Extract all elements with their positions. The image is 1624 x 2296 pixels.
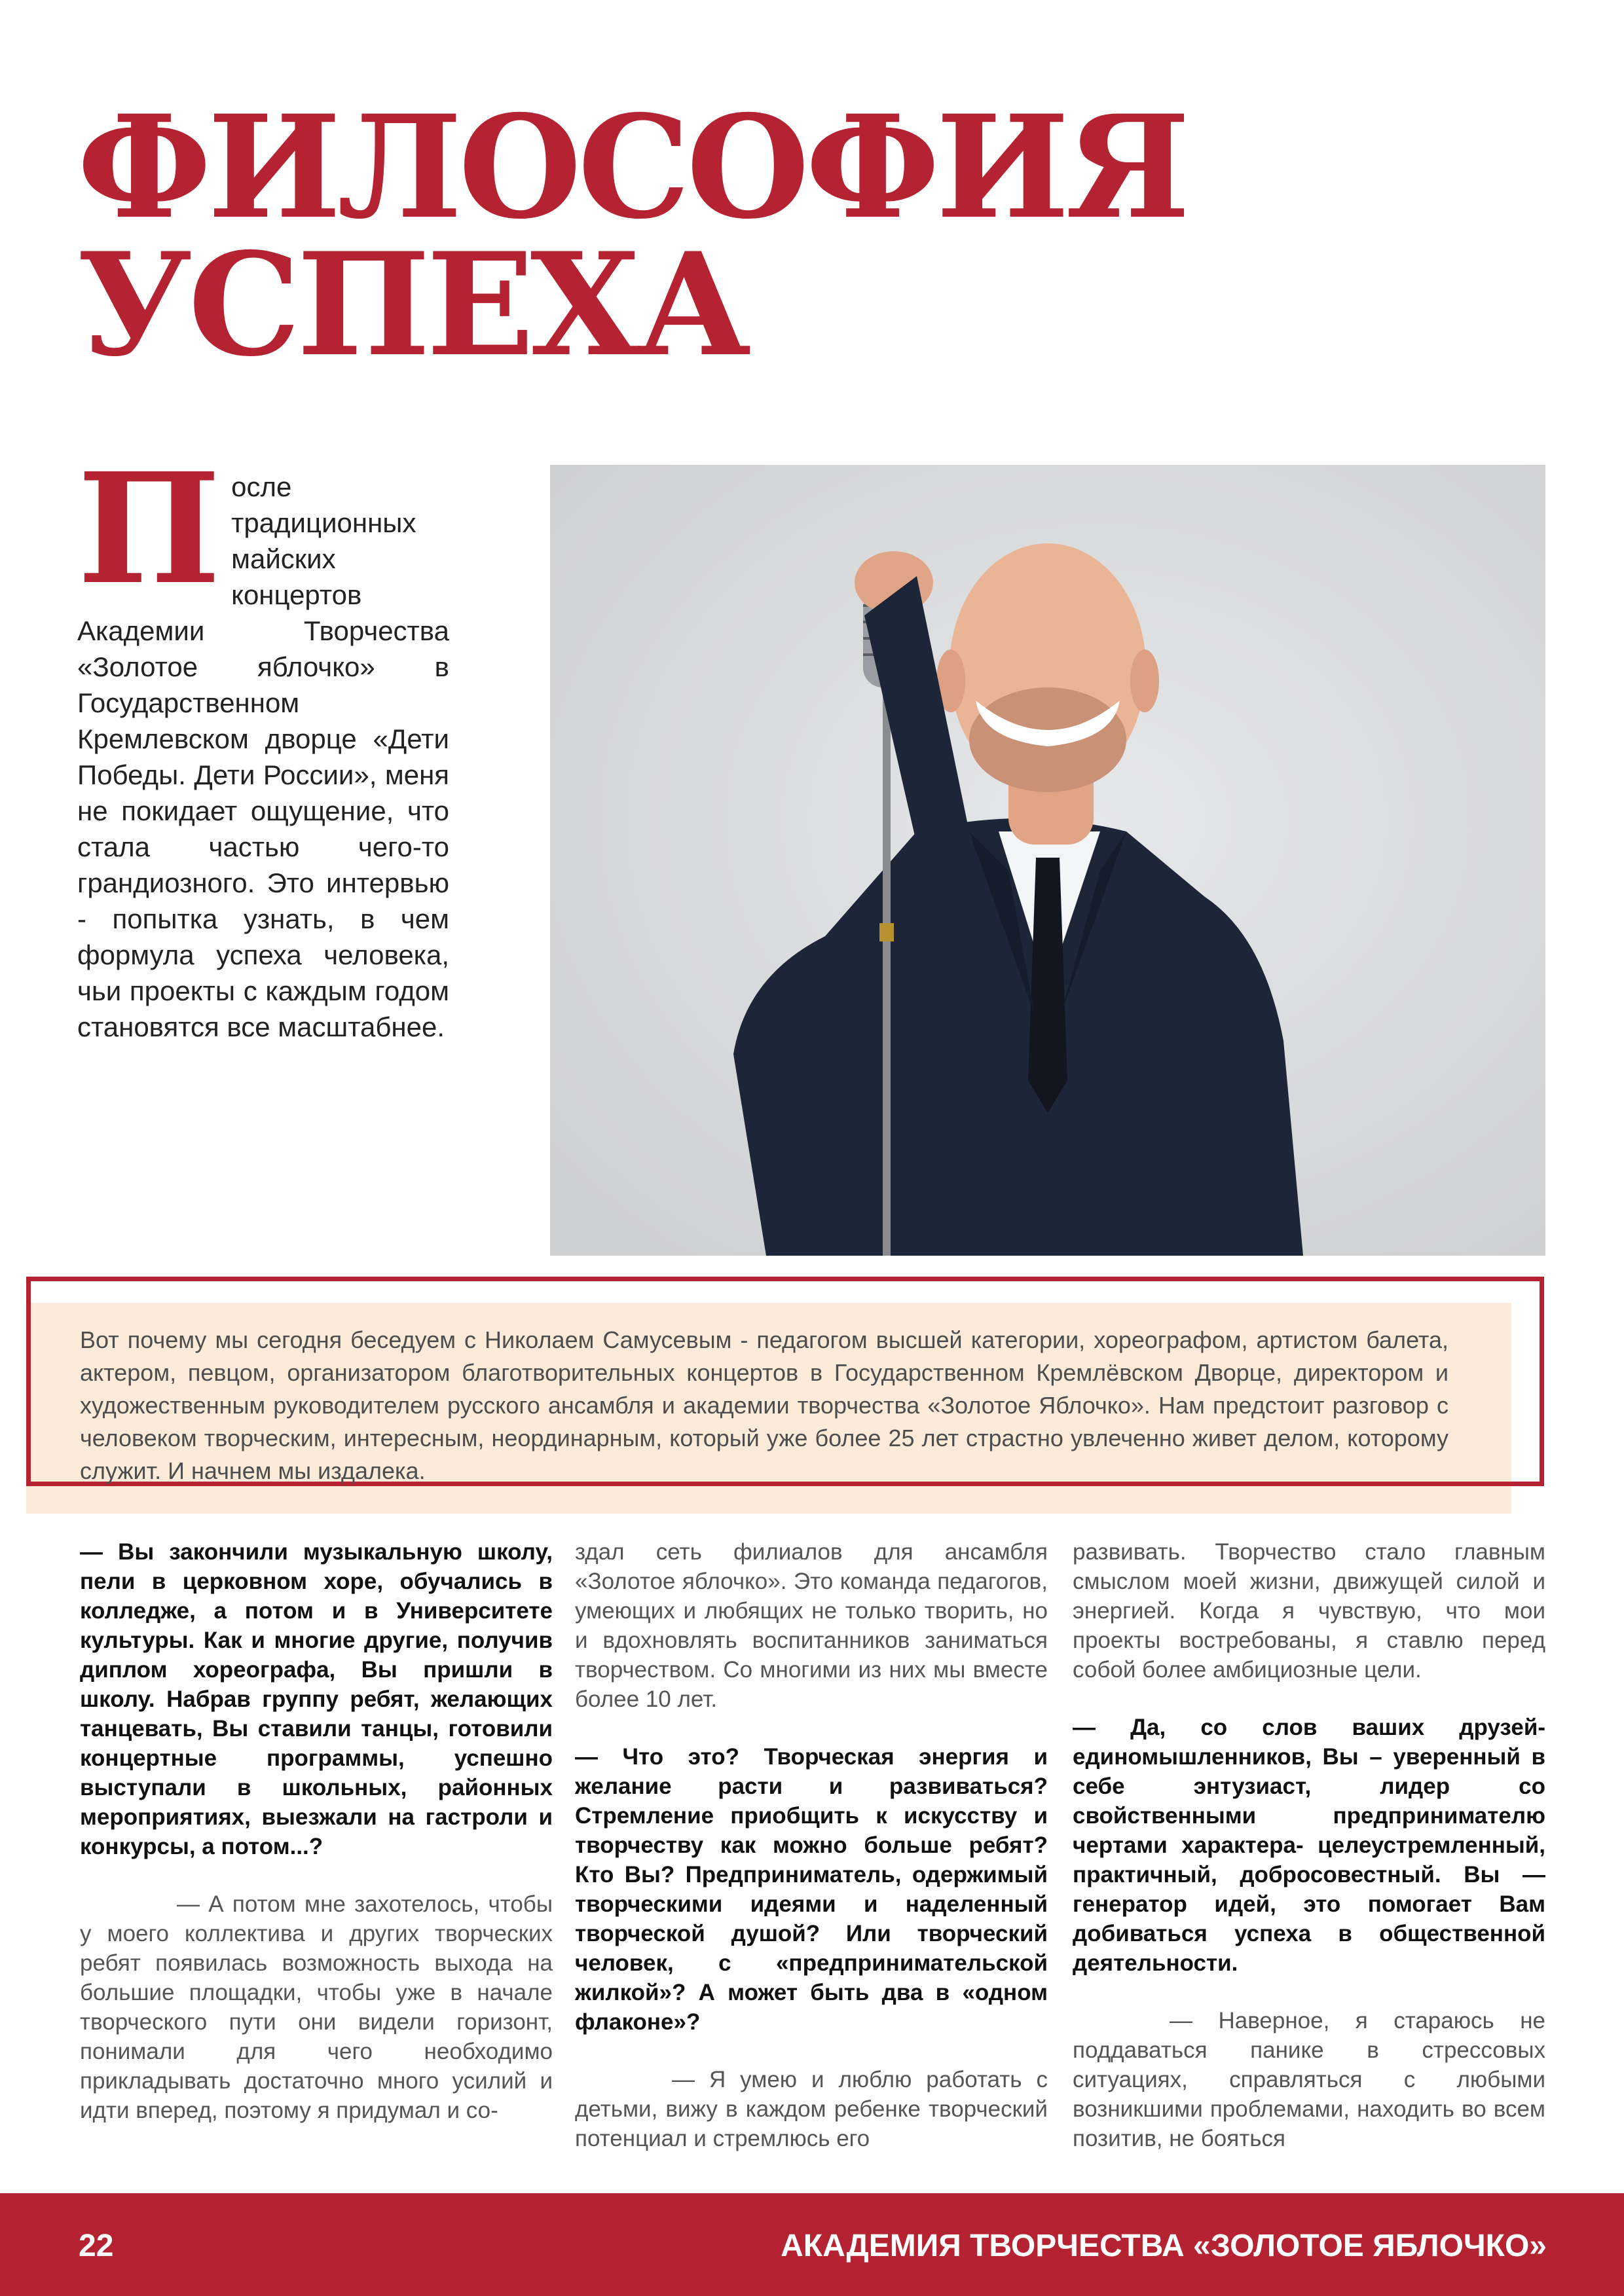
title-line-1: ФИЛОСОФИЯ bbox=[77, 84, 1187, 250]
text-column-3 bbox=[1073, 1537, 1545, 2181]
question-3: — Да, со слов ваших друзей-единомышленников, Вы – уверенный в себе энтузиаст, лидер со свойственными предпринимателю чертами характера- целеустремленный, практичный, добросовестный. Вы — генератор идей, это помогает Вам добиваться успеха в общественной деятельности. bbox=[1073, 1715, 1545, 1976]
intro-text: осле традиционных майских концертов Академии Творчества «Золотое яблочко» в Государственном Кремлевском дворце «Дети Победы. Дети России», меня не покидает ощущение, что стала частью чего-то грандиозного. Это интервью - попытка узнать, в чем формула успеха человека, чьи проекты с каждым годом становятся все масштабнее. bbox=[77, 471, 449, 1042]
drop-cap: П bbox=[77, 439, 221, 618]
page-number: 22 bbox=[79, 2229, 114, 2263]
lead-paragraph: Вот почему мы сегодня беседуем с Николаем Самусевым - педагогом высшей категории, хореографом, артистом балета, актером, певцом, организатором благотворительных концертов в Государственном Кремлёвском Дворце, директором и художественным руководителем русского ансамбля и академии творчества «Золотое Яблочко». Нам предстоит разговор с человеком творческим, интересным, неординарным, который уже более 25 лет страстно увлеченно живет делом, которому служит. И начнем мы издалека. bbox=[80, 1326, 1449, 1484]
page-footer bbox=[0, 2193, 1624, 2296]
answer-1-continued: здал сеть филиалов для ансамбля «Золотое яблочко». Это команда педагогов, умеющих и любящих не только творить, но и вдохновлять воспитанников заниматься творчеством. Со многими из них мы вместе более 10 лет. bbox=[575, 1539, 1048, 1712]
answer-3: — Наверное, я стараюсь не поддаваться панике в стрессовых ситуациях, справляться с любыми возникшими проблемами, находить во всем позитив, не бояться bbox=[1073, 2008, 1545, 2151]
question-2: — Что это? Творческая энергия и желание расти и развиваться? Стремление приобщить к искусству и творчеству как можно больше ребят? Кто Вы? Предприниматель, одержимый творческими идеями и наделенный творческой душой? Или творческий человек, с «предпринимательской жилкой»? А может быть два в «одном флаконе»? bbox=[575, 1744, 1048, 2035]
article-title bbox=[77, 84, 1187, 388]
title-line-2: УСПЕХА bbox=[77, 221, 748, 388]
magazine-title: АКАДЕМИЯ ТВОРЧЕСТВА «ЗОЛОТОЕ ЯБЛОЧКО» bbox=[781, 2229, 1547, 2263]
portrait-photo-illustration bbox=[550, 465, 1545, 1256]
answer-1: — А потом мне захотелось, чтобы у моего коллектива и других творческих ребят появилась возможность выхода на большие площадки, чтобы уже в начале творческого пути они видели горизонт, понимали для чего необходимо прикладывать достаточно много усилий и идти вперед, поэтому я придумал и со- bbox=[80, 1891, 553, 2123]
portrait-photo bbox=[550, 465, 1545, 1256]
answer-2: — Я умею и люблю работать с детьми, вижу в каждом ребенке творческий потенциал и стремлюсь его bbox=[575, 2067, 1048, 2151]
question-1: — Вы закончили музыкальную школу, пели в церковном хоре, обучались в колледже, а потом и в Университете культуры. Как и многие другие, получив диплом хореографа, Вы пришли в школу. Набрав группу ребят, желающих танцевать, Вы ставили танцы, готовили концертные программы, успешно выступали в школьных, районных мероприятиях, выезжали на гастроли и конкурсы, а потом...? bbox=[80, 1539, 553, 1859]
answer-2-continued: развивать. Творчество стало главным смыслом моей жизни, движущей силой и энергией. Когда я чувствую, что мои проекты востребованы, я ставлю перед собой более амбициозные цели. bbox=[1073, 1539, 1545, 1683]
text-column-1 bbox=[80, 1537, 553, 2153]
text-column-2 bbox=[575, 1537, 1048, 2181]
intro-paragraph bbox=[77, 439, 449, 1045]
